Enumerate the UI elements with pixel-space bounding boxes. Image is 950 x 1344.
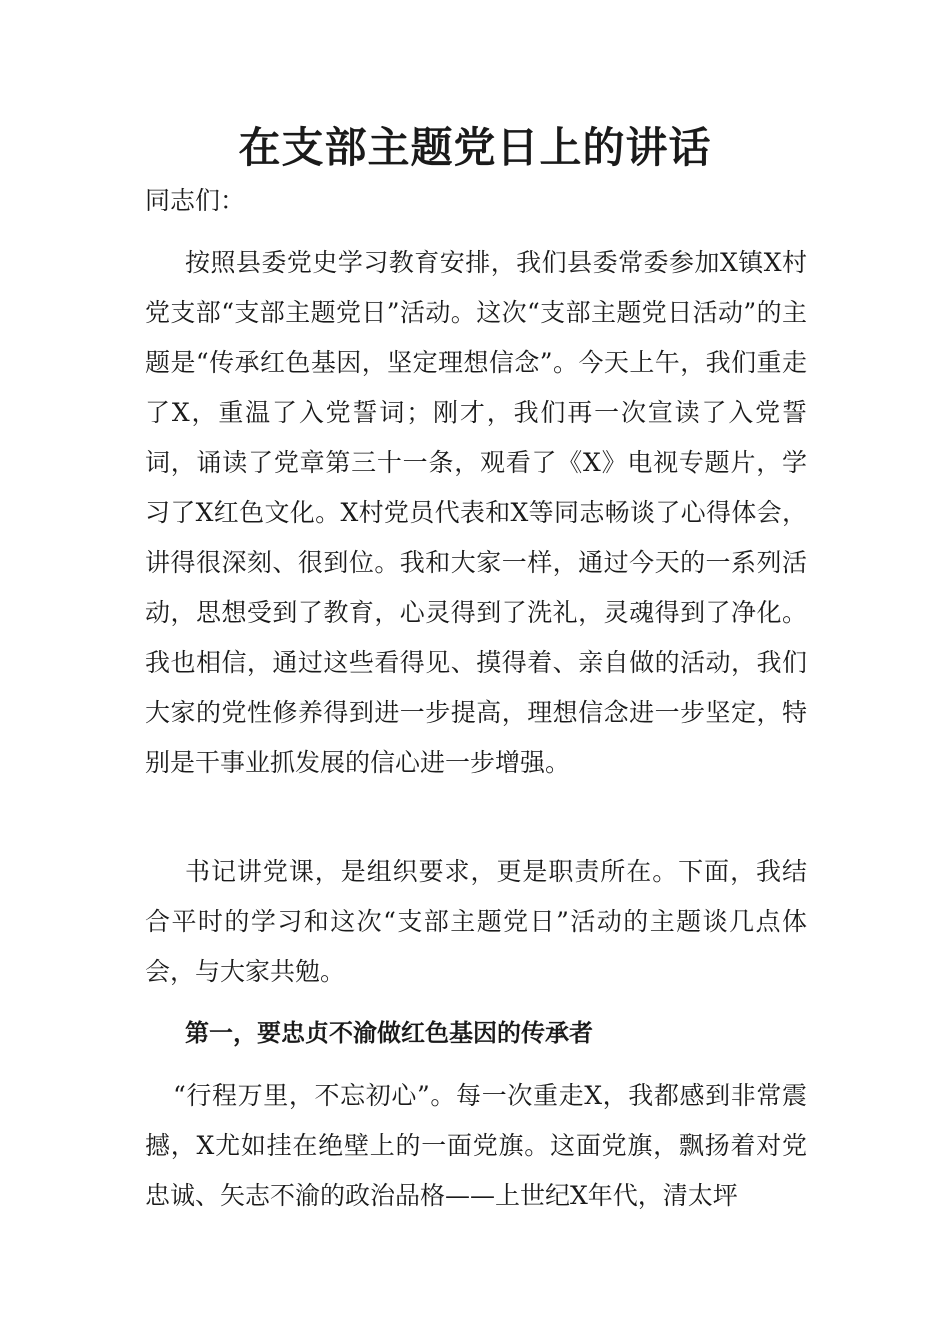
section-paragraph: “行程万里，不忘初心”。每一次重走X，我都感到非常震撼，X尤如挂在绝壁上的一面党旗。这面党旗，飘扬着对党忠诚、矢志不渝的政治品格——上世纪X年代，清太坪: [145, 1081, 807, 1210]
paragraph-2: 书记讲党课，是组织要求，更是职责所在。下面，我结合平时的学习和这次“支部主题党日”活动的主题谈几点体会，与大家共勉。: [145, 857, 807, 986]
paragraph-1: 按照县委党史学习教育安排，我们县委常委参加X镇X村党支部“支部主题党日”活动。这次“支部主题党日活动”的主题是“传承红色基因，坚定理想信念”。今天上午，我们重走了X，重温了入党誓词；刚才，我们再一次宣读了入党誓词，诵读了党章第三十一条，观看了《X》电视专题片，学习了X红色文化。X村党员代表和X等同志畅谈了心得体会，讲得很深刻、很到位。我和大家一样，通过今天的一系列活动，思想受到了教育，心灵得到了洗礼，灵魂得到了净化。我也相信，通过这些看得见、摸得着、亲自做的活动，我们大家的党性修养得到进一步提高，理想信念进一步坚定，特别是干事业抓发展的信心进一步增强。: [145, 248, 807, 777]
document-title: 在支部主题党日上的讲话: [238, 123, 712, 172]
section-heading: 第一，要忠贞不渝做红色基因的传承者: [185, 1019, 593, 1047]
salutation: 同志们：: [145, 186, 246, 215]
